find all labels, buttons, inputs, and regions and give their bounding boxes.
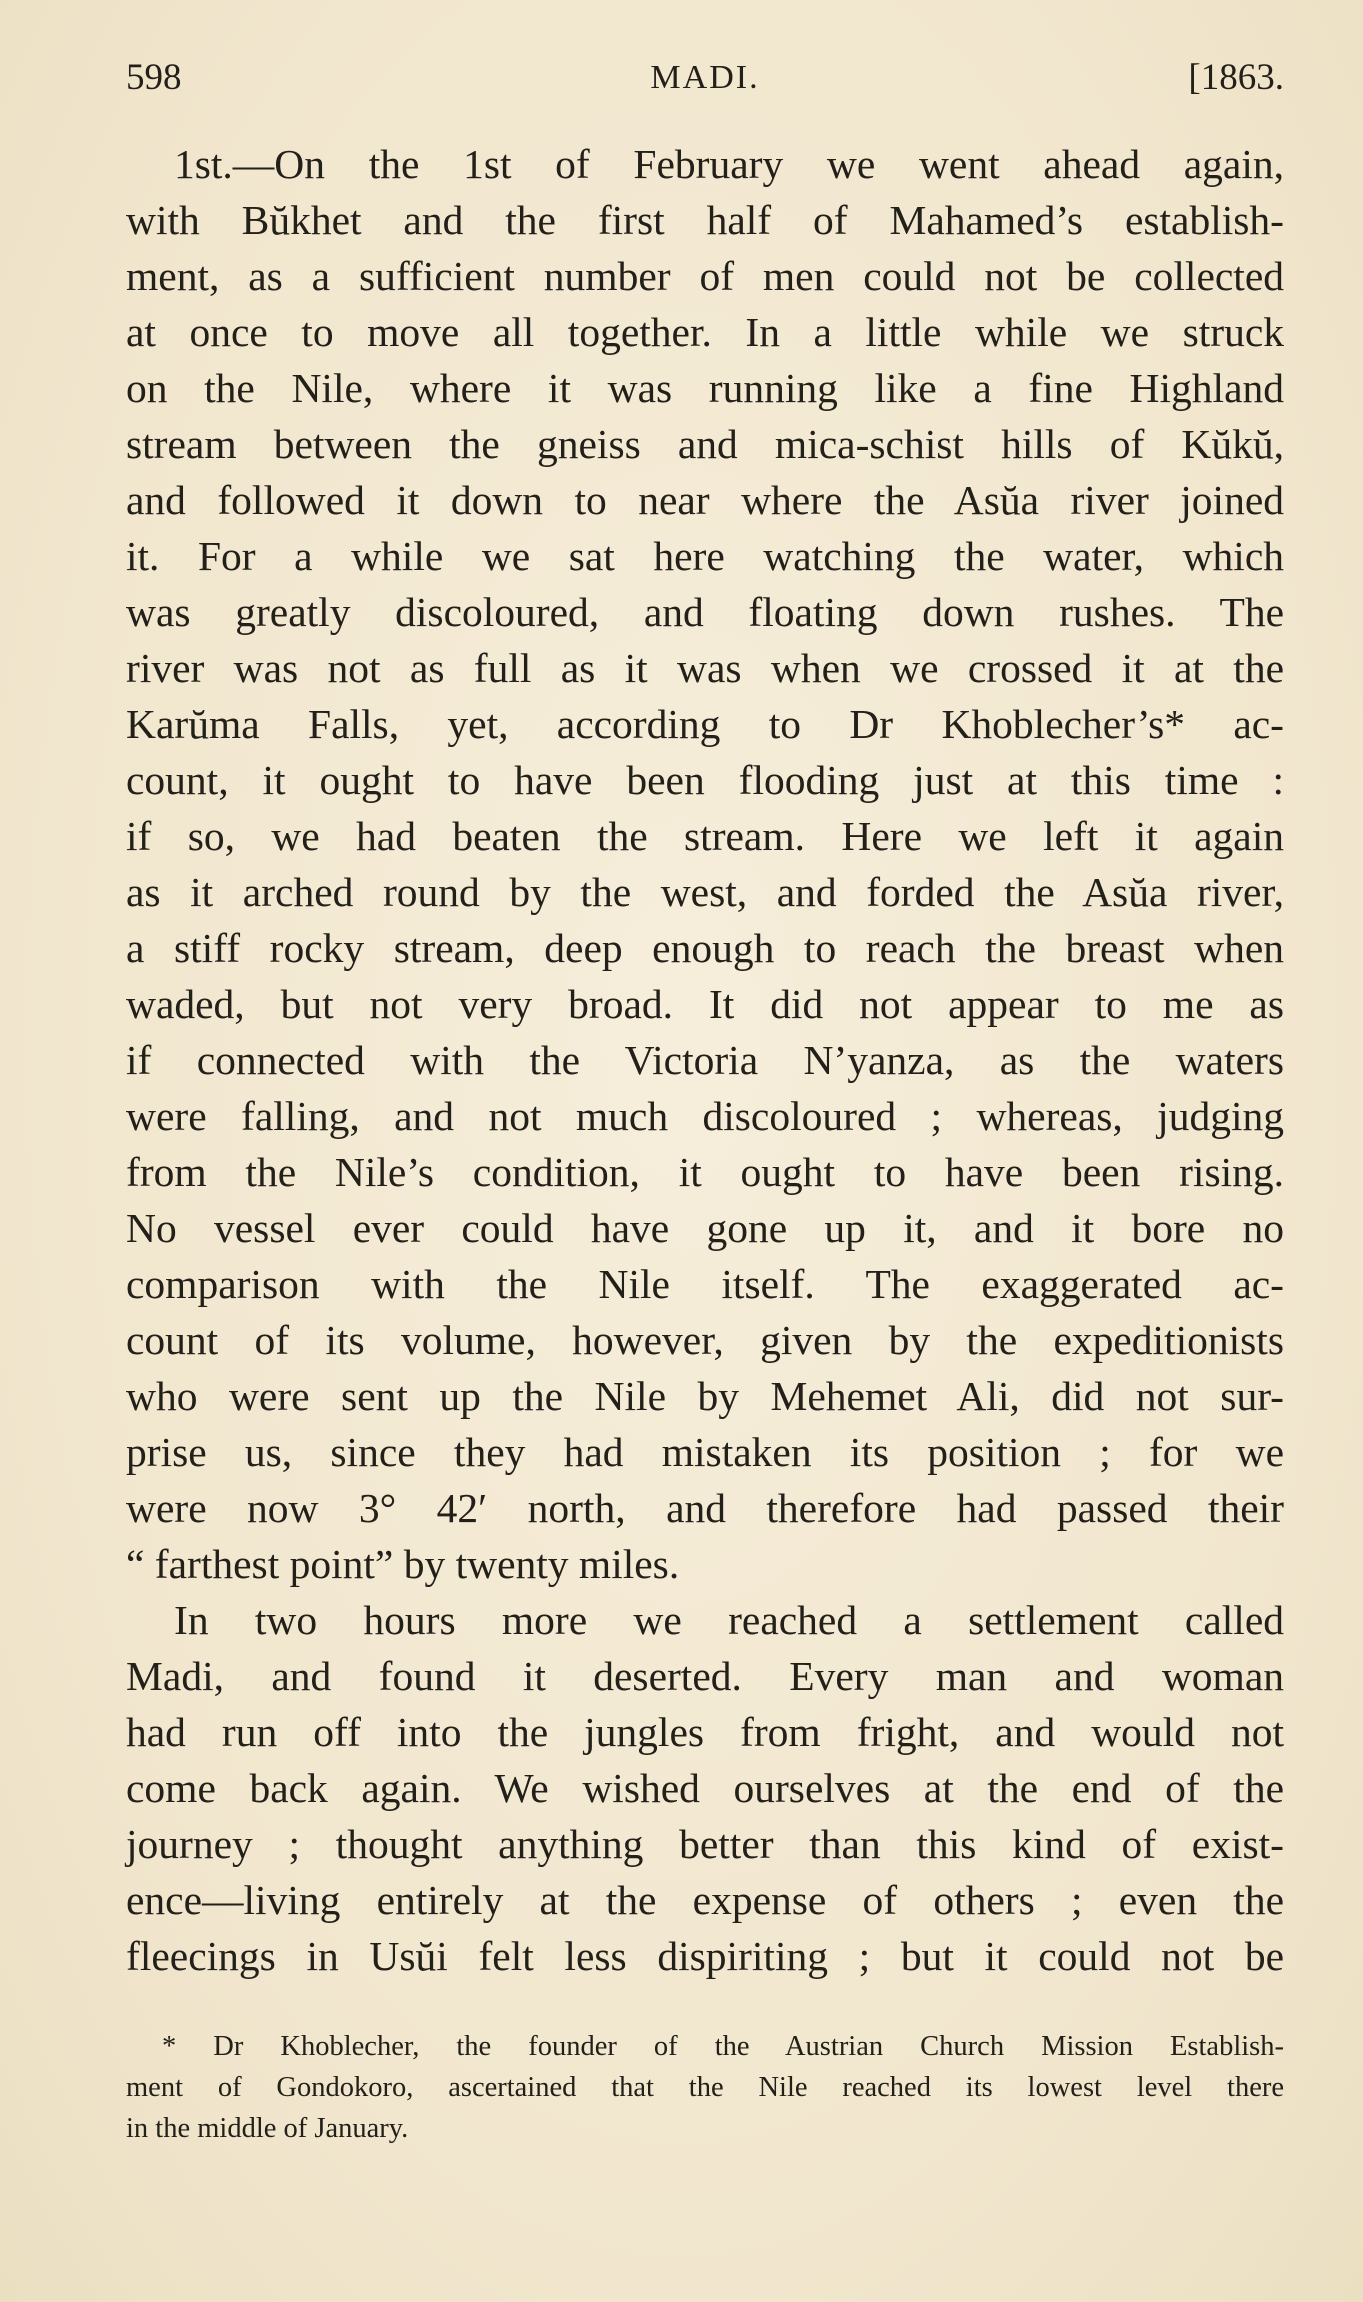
text-line: on the Nile, where it was running like a fine Highland [126,365,1284,411]
text-line: “ farthest point” by twenty miles. [126,1541,680,1587]
text-line: with Bŭkhet and the first half of Mahamed’s establish- [126,197,1284,243]
text-line: prise us, since they had mistaken its position ; for we [126,1429,1284,1475]
text-line: stream between the gneiss and mica-schist hills of Kŭkŭ, [126,421,1284,467]
running-year: [1863. [1188,57,1284,98]
running-head [126,48,1284,108]
text-line: were now 3° 42′ north, and therefore had passed their [126,1485,1284,1531]
text-line: at once to move all together. In a little while we struck [126,309,1284,355]
text-line: count, it ought to have been flooding just at this time : [126,757,1284,803]
text-line: waded, but not very broad. It did not appear to me as [126,981,1284,1027]
page-number: 598 [126,57,182,98]
text-line: ment, as a sufficient number of men could not be collected [126,253,1284,299]
text-line: it. For a while we sat here watching the water, which [126,533,1284,579]
text-line: was greatly discoloured, and floating down rushes. The [126,589,1284,635]
text-line: river was not as full as it was when we crossed it at the [126,645,1284,691]
text-line: from the Nile’s condition, it ought to have been rising. [126,1149,1284,1195]
text-line: who were sent up the Nile by Mehemet Ali, did not sur- [126,1373,1284,1419]
text-line: if connected with the Victoria N’yanza, as the waters [126,1037,1284,1083]
text-line: comparison with the Nile itself. The exaggerated ac- [126,1261,1284,1307]
footnote-line: in the middle of January. [126,2113,409,2144]
text-line: fleecings in Usŭi felt less dispiriting ; but it could not be [126,1933,1284,1979]
text-line: Karŭma Falls, yet, according to Dr Khoblecher’s* ac- [126,701,1284,747]
text-line: No vessel ever could have gone up it, and it bore no [126,1205,1284,1251]
footnote [126,2026,1284,2149]
text-line: come back again. We wished ourselves at the end of the [126,1765,1284,1811]
text-line: had run off into the jungles from fright, and would not [126,1709,1284,1755]
text-line: a stiff rocky stream, deep enough to reach the breast when [126,925,1284,971]
text-line: In two hours more we reached a settlement called [174,1597,1284,1643]
text-line: 1st.—On the 1st of February we went ahead again, [174,141,1284,187]
text-line: if so, we had beaten the stream. Here we left it again [126,813,1284,859]
running-title: MADI. [650,59,760,96]
footnote-line: ment of Gondokoro, ascertained that the Nile reached its lowest level there [126,2072,1284,2103]
text-line: as it arched round by the west, and forded the Asŭa river, [126,869,1284,915]
text-line: were falling, and not much discoloured ; whereas, judging [126,1093,1284,1139]
text-line: count of its volume, however, given by the expeditionists [126,1317,1284,1363]
text-line: and followed it down to near where the Asŭa river joined [126,477,1284,523]
footnote-line: * Dr Khoblecher, the founder of the Austrian Church Mission Establish- [162,2031,1284,2062]
body-text [126,136,1284,1984]
text-line: journey ; thought anything better than this kind of exist- [126,1821,1284,1867]
text-line: Madi, and found it deserted. Every man and woman [126,1653,1284,1699]
text-line: ence—living entirely at the expense of others ; even the [126,1877,1284,1923]
